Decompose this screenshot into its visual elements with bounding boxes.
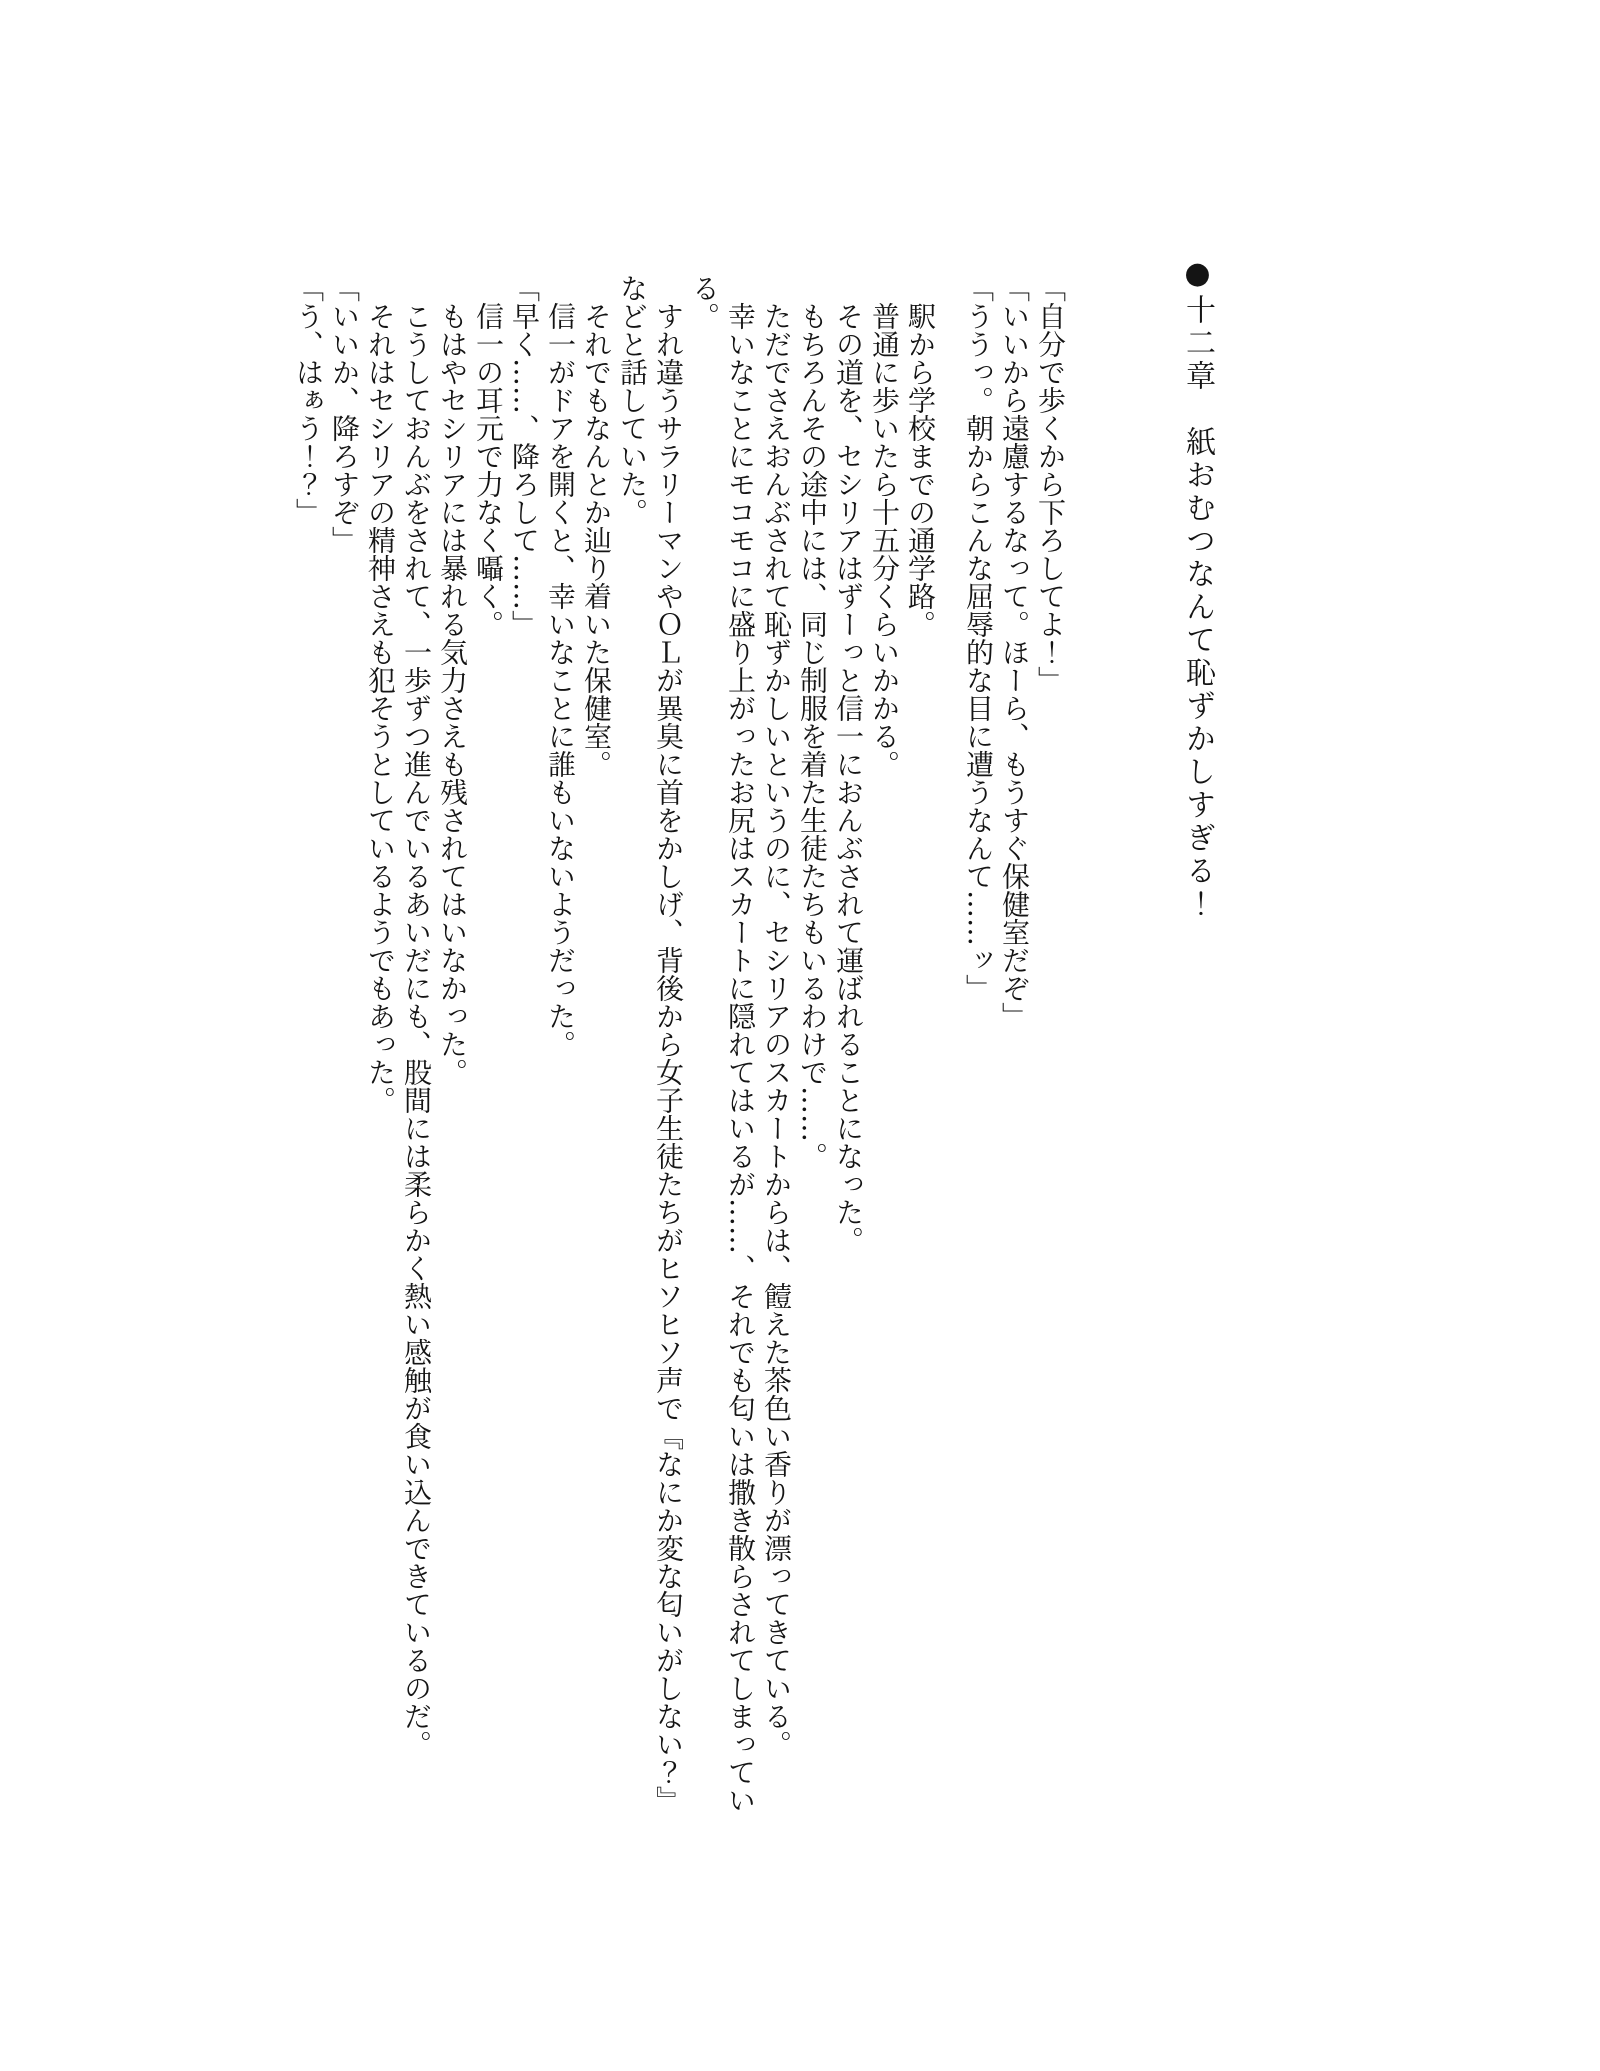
paragraph: こうしておんぶをされて、一歩ずつ進んでいるあいだにも、股間には柔らかく熱い感触が食い込んできているのだ。: [400, 302, 433, 1758]
paragraph: 幸いなことにモコモコに盛り上がったお尻はスカートに隠れてはいるが……、それでも匂いは撒き散らされてしまっている。: [688, 274, 757, 1814]
paragraph: それでもなんとか辿り着いた保健室。: [580, 302, 613, 778]
paragraph: 「自分で歩くから下ろしてよ！」: [1034, 274, 1067, 694]
paragraph: 「ううっ。朝からこんな屈辱的な目に遭うなんて……ッ」: [962, 274, 995, 1002]
chapter-bullet-icon: ●: [1180, 256, 1215, 294]
paragraph: 「う、はぁう！？」: [292, 274, 325, 526]
paragraph: 「いいか、降ろすぞ」: [328, 274, 361, 554]
paragraph: ただでさえおんぶされて恥ずかしいというのに、セシリアのスカートからは、饐えた茶色い香りが漂ってきている。: [760, 302, 793, 1758]
paragraph: 信一の耳元で力なく囁く。: [472, 302, 505, 638]
paragraph: 駅から学校までの通学路。: [904, 302, 937, 638]
paragraph: もはやセシリアには暴れる気力さえも残されてはいなかった。: [436, 302, 469, 1086]
paragraph: すれ違うサラリーマンやＯＬが異臭に首をかしげ、背後から女子生徒たちがヒソヒソ声で『なにか変な匂いがしない？』などと話していた。: [616, 274, 685, 1814]
paragraph: 普通に歩いたら十五分くらいかかる。: [868, 302, 901, 778]
paragraph: それはセシリアの精神さえも犯そうとしているようでもあった。: [364, 302, 397, 1114]
paragraph: 「いいから遠慮するなって。ほーら、もうすぐ保健室だぞ」: [998, 274, 1031, 1030]
paragraph: 「早く……、降ろして……」: [508, 274, 541, 638]
paragraph: その道を、セシリアはずーっと信一におんぶされて運ばれることになった。: [832, 302, 865, 1254]
chapter-title: 十二章 紙おむつなんて恥ずかしすぎる！: [1180, 294, 1215, 921]
chapter-heading: [1178, 256, 1216, 921]
body-text: [290, 274, 1068, 1834]
paragraph: 信一がドアを開くと、幸いなことに誰もいないようだった。: [544, 302, 577, 1058]
paragraph: もちろんその途中には、同じ制服を着た生徒たちもいるわけで……。: [796, 302, 829, 1170]
